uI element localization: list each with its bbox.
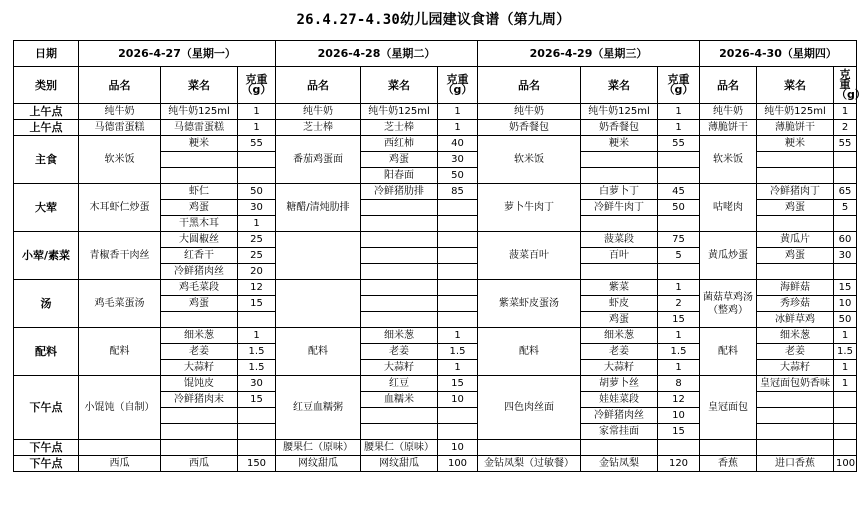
weight-cell: 55 [834,136,857,152]
empty-cell [238,168,276,184]
category-cell: 大荤 [14,184,79,232]
empty-cell [757,440,834,456]
weight-cell: 1.5 [238,360,276,376]
empty-cell [757,216,834,232]
ingredient-cell: 大蒜籽 [161,360,238,376]
empty-cell [161,152,238,168]
weight-cell: 60 [834,232,857,248]
category-cell: 上午点 [14,120,79,136]
weight-cell: 1.5 [658,344,700,360]
weight-cell: 10 [834,296,857,312]
weight-cell: 1 [658,328,700,344]
empty-cell [238,152,276,168]
empty-cell [438,248,478,264]
empty-cell [581,152,658,168]
dish-cell: 小馄饨（自制） [79,376,161,440]
empty-cell [757,264,834,280]
empty-cell [581,168,658,184]
dish-cell: 软米饭 [700,136,757,184]
ingredient-cell: 娃娃菜段 [581,392,658,408]
category-cell: 配料 [14,328,79,376]
table-row [14,232,857,248]
dish-cell: 青椒香干肉丝 [79,232,161,280]
ingredient-cell: 菠菜段 [581,232,658,248]
dish-cell: 芝士棒 [276,120,361,136]
ingredient-cell: 腰果仁（原味） [361,440,438,456]
empty-cell [438,280,478,296]
dish-cell: 薄脆饼干 [700,120,757,136]
weight-header: 克重（g） [438,67,478,104]
weight-cell: 1 [834,104,857,120]
ingredient-cell: 家常挂面 [581,424,658,440]
empty-cell [834,264,857,280]
dish-cell: 纯牛奶 [79,104,161,120]
dish-cell: 纯牛奶 [478,104,581,120]
dish-cell: 番茄鸡蛋面 [276,136,361,184]
empty-cell [361,408,438,424]
dish-cell: 软米饭 [79,136,161,184]
weight-cell: 50 [438,168,478,184]
dish-cell: 黄瓜炒蛋 [700,232,757,280]
ingredient-cell: 鸡毛菜段 [161,280,238,296]
dish-cell: 木耳虾仁炒蛋 [79,184,161,232]
weight-cell: 75 [658,232,700,248]
dish-cell: 皇冠面包 [700,376,757,440]
weight-header: 克重（g） [658,67,700,104]
table-row [14,440,857,456]
empty-cell [361,280,438,296]
page-title: 26.4.27-4.30幼儿园建议食谱（第九周） [296,12,571,28]
weight-cell: 100 [834,456,857,472]
weight-cell: 10 [658,408,700,424]
empty-cell [834,440,857,456]
weight-cell: 1 [658,104,700,120]
empty-cell [361,264,438,280]
weight-cell: 100 [438,456,478,472]
ingredient-header: 菜名 [581,67,658,104]
ingredient-cell: 鸡蛋 [757,200,834,216]
table-row [14,456,857,472]
empty-cell [757,424,834,440]
weight-cell: 1 [238,328,276,344]
empty-cell [438,232,478,248]
weight-cell: 1.5 [438,344,478,360]
date-row [14,41,857,67]
empty-cell [161,424,238,440]
dish-cell: 配料 [478,328,581,376]
dish-cell: 网纹甜瓜 [276,456,361,472]
header-row [14,67,857,104]
empty-cell [438,312,478,328]
empty-cell [361,200,438,216]
empty-cell [161,168,238,184]
ingredient-cell: 薄脆饼干 [757,120,834,136]
empty-cell [438,264,478,280]
ingredient-cell: 西瓜 [161,456,238,472]
empty-cell [834,216,857,232]
dish-cell: 香蕉 [700,456,757,472]
weight-cell: 1 [238,216,276,232]
ingredient-cell: 西红柿 [361,136,438,152]
weight-cell: 1 [438,328,478,344]
dish-cell: 四色肉丝面 [478,376,581,440]
ingredient-cell: 冷鲜猪肋排 [361,184,438,200]
weight-cell: 15 [834,280,857,296]
category-cell: 下午点 [14,376,79,440]
weight-cell: 1 [438,120,478,136]
ingredient-cell: 虾皮 [581,296,658,312]
weight-cell: 1 [238,120,276,136]
empty-cell [161,440,238,456]
ingredient-cell: 大圆椒丝 [161,232,238,248]
table-row [14,136,857,152]
ingredient-cell: 冰鲜草鸡 [757,312,834,328]
ingredient-cell: 老姜 [757,344,834,360]
weight-cell: 65 [834,184,857,200]
empty-cell [361,296,438,312]
weight-cell: 8 [658,376,700,392]
empty-cell [361,312,438,328]
weight-cell: 12 [238,280,276,296]
dish-cell [276,232,361,280]
ingredient-cell: 芝士棒 [361,120,438,136]
ingredient-cell: 虾仁 [161,184,238,200]
table-row [14,328,857,344]
menu-table [13,40,866,472]
ingredient-cell: 黄瓜片 [757,232,834,248]
table-row [14,120,857,136]
empty-cell [700,440,757,456]
weight-cell: 40 [438,136,478,152]
dish-cell: 菌菇草鸡汤（整鸡） [700,280,757,328]
ingredient-cell: 干黑木耳 [161,216,238,232]
empty-cell [361,424,438,440]
ingredient-cell: 老姜 [361,344,438,360]
dish-header: 品名 [276,67,361,104]
dish-header: 品名 [478,67,581,104]
weight-cell: 20 [238,264,276,280]
weight-header: 克重（g） [238,67,276,104]
dish-cell: 纯牛奶 [700,104,757,120]
ingredient-cell: 冷鲜猪肉末 [161,392,238,408]
empty-cell [238,440,276,456]
empty-cell [438,216,478,232]
weight-cell: 1 [834,376,857,392]
day-wed: 2026-4-29（星期三） [478,41,700,67]
weight-cell: 15 [658,424,700,440]
dish-cell: 鸡毛菜蛋汤 [79,280,161,328]
weight-cell: 15 [658,312,700,328]
weight-cell: 55 [658,136,700,152]
weight-cell: 1 [658,280,700,296]
ingredient-cell: 大蒜籽 [581,360,658,376]
weight-cell: 2 [834,120,857,136]
weight-cell: 1 [658,360,700,376]
ingredient-cell: 秀珍菇 [757,296,834,312]
empty-cell [79,440,161,456]
dish-cell: 配料 [79,328,161,376]
empty-cell [757,168,834,184]
ingredient-cell: 鸡蛋 [757,248,834,264]
weight-cell: 5 [834,200,857,216]
ingredient-cell: 大蒜籽 [757,360,834,376]
dish-cell: 配料 [276,328,361,376]
ingredient-cell: 马德雷蛋糕 [161,120,238,136]
ingredient-cell: 白萝卜丁 [581,184,658,200]
ingredient-header: 菜名 [161,67,238,104]
dish-cell: 配料 [700,328,757,376]
category-header: 类别 [14,67,79,104]
category-cell: 下午点 [14,456,79,472]
weight-cell: 150 [238,456,276,472]
empty-cell [438,296,478,312]
weight-cell: 55 [238,136,276,152]
ingredient-cell: 进口香蕉 [757,456,834,472]
weight-cell: 10 [438,440,478,456]
ingredient-cell: 红香干 [161,248,238,264]
ingredient-cell: 奶香餐包 [581,120,658,136]
ingredient-cell: 百叶 [581,248,658,264]
ingredient-cell: 金钻凤梨 [581,456,658,472]
empty-cell [757,408,834,424]
ingredient-cell: 红豆 [361,376,438,392]
dish-header: 品名 [79,67,161,104]
empty-cell [834,168,857,184]
date-label: 日期 [14,41,79,67]
empty-cell [478,440,581,456]
dish-cell: 紫菜虾皮蛋汤 [478,280,581,328]
dish-header: 品名 [700,67,757,104]
table-row [14,376,857,392]
dish-cell: 萝卜牛肉丁 [478,184,581,232]
ingredient-cell: 冷鲜猪肉丝 [581,408,658,424]
ingredient-cell: 细米葱 [361,328,438,344]
dish-cell: 软米饭 [478,136,581,184]
weight-cell: 15 [238,296,276,312]
dish-cell: 腰果仁（原味） [276,440,361,456]
weight-cell: 30 [238,376,276,392]
ingredient-cell: 老姜 [581,344,658,360]
category-cell: 汤 [14,280,79,328]
ingredient-cell: 粳米 [757,136,834,152]
ingredient-cell: 网纹甜瓜 [361,456,438,472]
ingredient-cell: 鸡蛋 [161,200,238,216]
ingredient-cell: 血糯米 [361,392,438,408]
category-cell: 下午点 [14,440,79,456]
weight-cell: 120 [658,456,700,472]
empty-cell [581,216,658,232]
weight-cell: 45 [658,184,700,200]
weight-cell: 1.5 [834,344,857,360]
ingredient-header: 菜名 [361,67,438,104]
weight-cell: 10 [438,392,478,408]
day-mon: 2026-4-27（星期一） [79,41,276,67]
weight-cell: 1 [834,328,857,344]
ingredient-cell: 冷鲜猪肉丝 [161,264,238,280]
empty-cell [834,424,857,440]
weight-header: 克重（g） [834,67,857,104]
weight-cell: 30 [238,200,276,216]
dish-cell: 菠菜百叶 [478,232,581,280]
empty-cell [658,216,700,232]
ingredient-cell: 鸡蛋 [361,152,438,168]
empty-cell [757,392,834,408]
ingredient-cell: 纯牛奶125ml [581,104,658,120]
empty-cell [161,408,238,424]
ingredient-cell: 阳春面 [361,168,438,184]
ingredient-cell: 皇冠面包奶香味 [757,376,834,392]
weight-cell: 1 [834,360,857,376]
empty-cell [438,200,478,216]
ingredient-cell: 老姜 [161,344,238,360]
dish-cell: 咕咾肉 [700,184,757,232]
weight-cell: 25 [238,232,276,248]
dish-cell [276,280,361,328]
ingredient-cell: 紫菜 [581,280,658,296]
dish-cell: 奶香餐包 [478,120,581,136]
empty-cell [238,424,276,440]
ingredient-cell: 粳米 [161,136,238,152]
day-tue: 2026-4-28（星期二） [276,41,478,67]
dish-cell: 马德雷蛋糕 [79,120,161,136]
ingredient-cell: 大蒜籽 [361,360,438,376]
empty-cell [658,264,700,280]
ingredient-cell: 粳米 [581,136,658,152]
dish-cell: 糖醋/清炖肋排 [276,184,361,232]
empty-cell [834,392,857,408]
empty-cell [438,408,478,424]
weight-cell: 30 [438,152,478,168]
dish-cell: 红豆血糯粥 [276,376,361,440]
empty-cell [361,216,438,232]
weight-cell: 12 [658,392,700,408]
weight-cell: 5 [658,248,700,264]
dish-cell: 西瓜 [79,456,161,472]
ingredient-cell: 馄饨皮 [161,376,238,392]
ingredient-cell: 海鲜菇 [757,280,834,296]
weight-cell: 50 [658,200,700,216]
ingredient-cell: 纯牛奶125ml [757,104,834,120]
ingredient-header: 菜名 [757,67,834,104]
empty-cell [238,312,276,328]
empty-cell [658,168,700,184]
empty-cell [834,408,857,424]
weight-cell: 1.5 [238,344,276,360]
empty-cell [361,248,438,264]
category-cell: 小荤/素菜 [14,232,79,280]
table-row [14,184,857,200]
weight-cell: 2 [658,296,700,312]
ingredient-cell: 细米葱 [581,328,658,344]
ingredient-cell: 细米葱 [757,328,834,344]
table-row [14,280,857,296]
ingredient-cell: 胡萝卜丝 [581,376,658,392]
table-row [14,104,857,120]
ingredient-cell: 纯牛奶125ml [361,104,438,120]
empty-cell [581,264,658,280]
empty-cell [834,152,857,168]
weight-cell: 85 [438,184,478,200]
weight-cell: 1 [658,120,700,136]
weight-cell: 1 [438,104,478,120]
ingredient-cell: 冷鲜牛肉丁 [581,200,658,216]
empty-cell [658,152,700,168]
empty-cell [161,312,238,328]
empty-cell [581,440,658,456]
weight-cell: 1 [238,104,276,120]
ingredient-cell: 鸡蛋 [161,296,238,312]
weight-cell: 50 [834,312,857,328]
ingredient-cell: 纯牛奶125ml [161,104,238,120]
weight-cell: 1 [438,360,478,376]
empty-cell [658,440,700,456]
dish-cell: 纯牛奶 [276,104,361,120]
empty-cell [361,232,438,248]
weight-cell: 15 [438,376,478,392]
empty-cell [238,408,276,424]
weight-cell: 30 [834,248,857,264]
category-cell: 上午点 [14,104,79,120]
ingredient-cell: 冷鲜猪肉丁 [757,184,834,200]
weight-cell: 25 [238,248,276,264]
ingredient-cell: 鸡蛋 [581,312,658,328]
weight-cell: 15 [238,392,276,408]
category-cell: 主食 [14,136,79,184]
dish-cell: 金钻凤梨（过敏餐） [478,456,581,472]
empty-cell [438,424,478,440]
ingredient-cell: 细米葱 [161,328,238,344]
weight-cell: 50 [238,184,276,200]
day-thu: 2026-4-30（星期四） [700,41,857,67]
empty-cell [757,152,834,168]
